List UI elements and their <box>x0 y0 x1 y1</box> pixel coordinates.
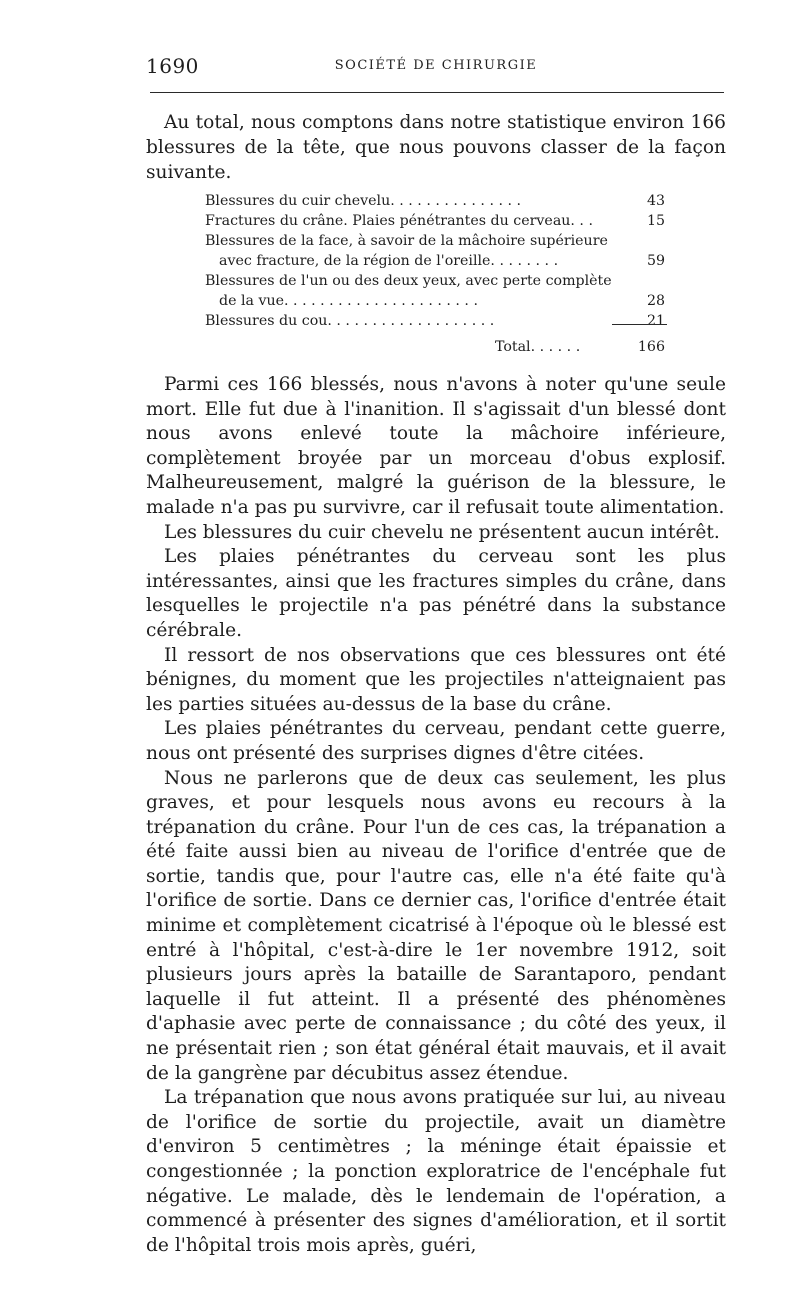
stats-label: Blessures de la face, à savoir de la mâchoire supérieure <box>205 233 608 249</box>
intro-paragraph: Au total, nous comptons dans notre statistique environ 166 blessures de la tête, que nous pouvons classer de la façon suivante. <box>146 112 726 183</box>
paragraph: Les plaies pénétrantes du cerveau sont les plus intéressantes, ainsi que les fractures simples du crâne, dans lesquelles le projectile n'a pas pénétré dans la substance cérébrale. <box>146 546 726 641</box>
paragraph: Les blessures du cuir chevelu ne présentent aucun intérêt. <box>164 521 720 543</box>
paragraph: Les plaies pénétrantes du cerveau, pendant cette guerre, nous ont présenté des surprises dignes d'être citées. <box>146 718 726 764</box>
stats-label: Blessures de l'un ou des deux yeux, avec perte complète <box>205 273 612 289</box>
total-rule <box>612 324 667 325</box>
stats-label: Fractures du crâne. Plaies pénétrantes du cerveau. . . <box>205 213 593 229</box>
stats-row <box>205 291 665 311</box>
stats-label: avec fracture, de la région de l'oreille. . . . . . . . <box>219 253 559 269</box>
statistics-table <box>205 191 665 331</box>
total-label: Total. . . . . . <box>495 339 581 355</box>
paragraph: La trépanation que nous avons pratiquée sur lui, au niveau de l'orifice de sortie du projectile, avait un diamètre d'environ 5 centimètres ; la méninge était épaissie et congestionnée ; la ponction exploratrice de l'encéphale fut négative. Le malade, dès le lendemain de l'opération, a commencé à présenter des signes d'amélioration, et il sortit de l'hôpital trois mois après, guéri, <box>146 1087 726 1256</box>
stats-row <box>205 211 665 231</box>
body-text <box>146 373 726 1258</box>
stats-row <box>205 271 665 291</box>
header-rule <box>150 92 724 93</box>
total-value: 166 <box>637 339 665 355</box>
stats-row <box>205 191 665 211</box>
stats-row <box>205 251 665 271</box>
stats-count: 15 <box>646 213 665 229</box>
stats-row <box>205 311 665 331</box>
stats-label: de la vue. . . . . . . . . . . . . . . . . . . . . . <box>219 293 478 309</box>
stats-row <box>205 231 665 251</box>
running-head <box>146 54 726 78</box>
page-number: 1690 <box>146 54 199 78</box>
running-title: SOCIÉTÉ DE CHIRURGIE <box>334 58 538 73</box>
stats-count: 59 <box>646 253 665 269</box>
stats-count: 43 <box>646 193 665 209</box>
paragraph: Parmi ces 166 blessés, nous n'avons à noter qu'une seule mort. Elle fut due à l'inanition. Il s'agissait d'un blessé dont nous avons enlevé toute la mâchoire inférieure, complètement broyée par un morceau d'obus explosif. Malheureusement, malgré la guérison de la blessure, le malade n'a pas pu survivre, car il refusait toute alimentation. <box>146 374 726 518</box>
stats-label: Blessures du cuir chevelu. . . . . . . . . . . . . . . <box>205 193 522 209</box>
paragraph: Il ressort de nos observations que ces blessures ont été bénignes, du moment que les projectiles n'atteignaient pas les parties situées au-dessus de la base du crâne. <box>146 644 726 715</box>
stats-label: Blessures du cou. . . . . . . . . . . . . . . . . . . <box>205 313 495 329</box>
stats-count: 28 <box>646 293 665 309</box>
paragraph: Nous ne parlerons que de deux cas seulement, les plus graves, et pour lesquels nous avons eu recours à la trépanation du crâne. Pour l'un de ces cas, la trépanation a été faite aussi bien au niveau de l'orifice d'entrée que de sortie, tandis que, pour l'autre cas, elle n'a été faite qu'à l'orifice de sortie. Dans ce dernier cas, l'orifice d'entrée était minime et complètement cicatrisé à l'époque où le blessé est entré à l'hôpital, c'est-à-dire le 1er novembre 1912, soit plusieurs jours après la bataille de Sarantaporo, pendant laquelle il fut atteint. Il a présenté des phénomènes d'aphasie avec perte de connaissance ; du côté des yeux, il ne présentait rien ; son état général était mauvais, et il avait de la gangrène par décubitus assez étendue. <box>146 767 726 1084</box>
total-row <box>495 339 665 355</box>
stats-count: 21 <box>646 313 665 329</box>
